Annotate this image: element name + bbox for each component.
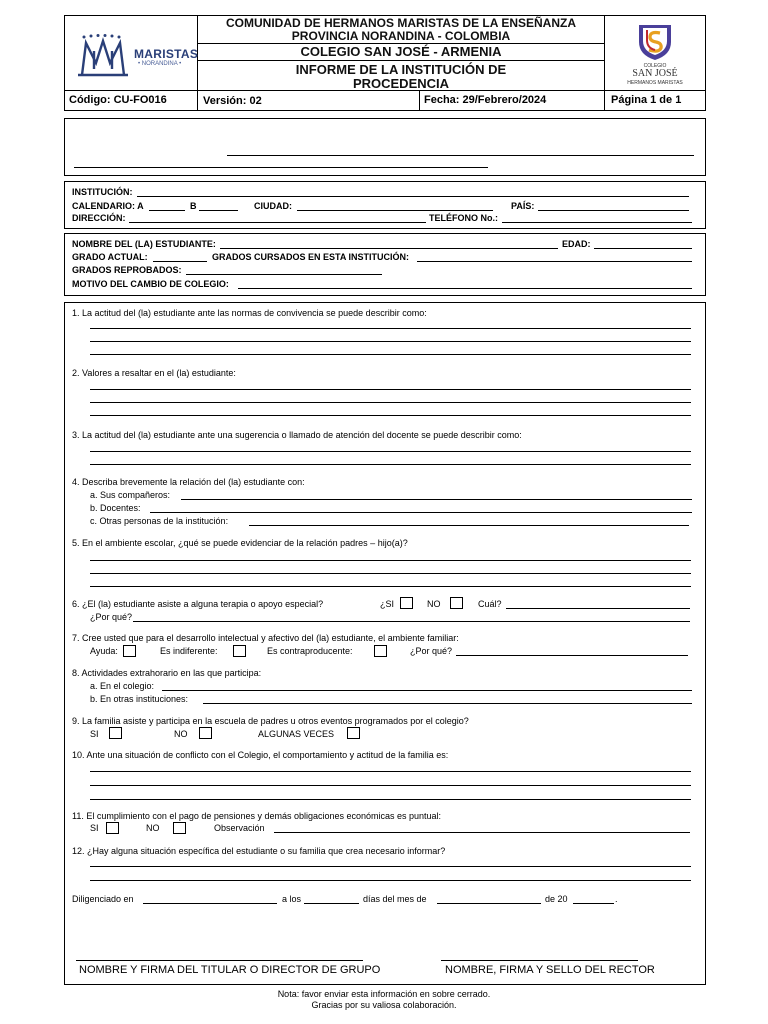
mes-field[interactable]: [437, 903, 541, 904]
form-title: INFORME DE LA INSTITUCIÓN DE: [295, 62, 507, 77]
q7-ayuda-label: Ayuda:: [90, 646, 118, 656]
header-school: COLEGIO SAN JOSÉ - ARMENIA: [300, 44, 502, 59]
calendario-label: CALENDARIO: A: [72, 201, 144, 211]
diligenciado-label: Diligenciado en: [72, 894, 134, 904]
question-2: 2. Valores a resaltar en el (la) estudiante:: [72, 368, 236, 378]
calendario-a-field[interactable]: [149, 210, 185, 211]
san-jose-logo-sub: HERMANOS MARISTAS: [627, 80, 683, 86]
answer-line[interactable]: [90, 560, 691, 561]
answer-line[interactable]: [90, 341, 691, 342]
maristas-emblem-icon: [74, 33, 132, 83]
question-8: 8. Actividades extrahorario en las que participa:: [72, 668, 262, 678]
answer-line[interactable]: [90, 354, 691, 355]
dias-mes-label: días del mes de: [363, 894, 427, 904]
q11-observacion-label: Observación: [214, 823, 265, 833]
answer-line[interactable]: [90, 785, 691, 786]
q7-porque-field[interactable]: [456, 655, 688, 656]
answer-line[interactable]: [90, 573, 691, 574]
san-jose-logo-name: SAN JOSÉ: [632, 68, 678, 79]
q6-cual-field[interactable]: [506, 608, 690, 609]
edad-field[interactable]: [594, 248, 692, 249]
q11-no-label: NO: [146, 823, 160, 833]
q11-no-checkbox[interactable]: [173, 822, 186, 834]
question-7: 7. Cree usted que para el desarrollo intelectual y afectivo del (la) estudiante, el ambiente familiar:: [72, 633, 459, 643]
date-period: .: [615, 894, 618, 904]
nombre-estudiante-label: NOMBRE DEL (LA) ESTUDIANTE:: [72, 239, 216, 249]
form-page: Página 1 de 1: [611, 94, 682, 106]
q7-indiferente-label: Es indiferente:: [160, 646, 218, 656]
answer-line[interactable]: [90, 389, 691, 390]
institucion-label: INSTITUCIÓN:: [72, 187, 133, 197]
answer-line[interactable]: [90, 771, 691, 772]
q6-porque-label: ¿Por qué?: [90, 612, 133, 622]
q7-contraproducente-label: Es contraproducente:: [267, 646, 353, 656]
answer-line[interactable]: [90, 402, 691, 403]
answer-line[interactable]: [90, 799, 691, 800]
rector-signature-line[interactable]: [441, 960, 638, 961]
question-4c: c. Otras personas de la institución:: [90, 516, 229, 526]
question-3: 3. La actitud del (la) estudiante ante una sugerencia o llamado de atención del docente se puede describir como:: [72, 430, 522, 440]
grado-actual-label: GRADO ACTUAL:: [72, 252, 148, 262]
question-4: 4. Describa brevemente la relación del (la) estudiante con:: [72, 477, 305, 487]
telefono-label: TELÉFONO No.:: [429, 213, 498, 223]
form-version: Versión: 02: [203, 95, 262, 107]
anio-field[interactable]: [573, 903, 614, 904]
addressee-line-1[interactable]: [227, 155, 694, 156]
q6-no-label: NO: [427, 599, 441, 609]
header-province: PROVINCIA NORANDINA - COLOMBIA: [291, 29, 511, 43]
nombre-estudiante-field[interactable]: [220, 248, 558, 249]
maristas-logo: [72, 29, 199, 87]
q7-ayuda-checkbox[interactable]: [123, 645, 136, 657]
q11-si-label: SI: [90, 823, 99, 833]
header-community: COMUNIDAD DE HERMANOS MARISTAS DE LA ENSEÑANZA: [225, 16, 576, 30]
motivo-label: MOTIVO DEL CAMBIO DE COLEGIO:: [72, 279, 229, 289]
maristas-logo-name: MARISTAS: [134, 47, 199, 61]
question-1: 1. La actitud del (la) estudiante ante las normas de convivencia se puede describir como:: [72, 308, 427, 318]
titular-signature-line[interactable]: [76, 960, 363, 961]
ciudad-field[interactable]: [297, 210, 493, 211]
form-code: Código: CU-FO016: [69, 94, 167, 106]
answer-line[interactable]: [90, 451, 691, 452]
answer-line[interactable]: [90, 866, 691, 867]
question-4b: b. Docentes:: [90, 503, 141, 513]
a-los-label: a los: [282, 894, 302, 904]
q4c-field[interactable]: [249, 525, 689, 526]
note-line-1: Nota: favor enviar esta información en sobre cerrado.: [277, 989, 491, 999]
grados-reprobados-field[interactable]: [186, 274, 382, 275]
q9-algunas-checkbox[interactable]: [347, 727, 360, 739]
q8b-field[interactable]: [203, 703, 692, 704]
motivo-field[interactable]: [238, 288, 692, 289]
q6-cual-label: Cuál?: [478, 599, 502, 609]
form-header: [64, 15, 706, 111]
question-5: 5. En el ambiente escolar, ¿qué se puede evidenciar de la relación padres – hijo(a)?: [72, 538, 408, 548]
telefono-field[interactable]: [502, 222, 692, 223]
answer-line[interactable]: [90, 464, 691, 465]
q9-si-label: SI: [90, 729, 99, 739]
q7-indiferente-checkbox[interactable]: [233, 645, 246, 657]
question-6: 6. ¿El (la) estudiante asiste a alguna terapia o apoyo especial?: [72, 599, 324, 609]
question-4a: a. Sus compañeros:: [90, 490, 171, 500]
form-date: Fecha: 29/Febrero/2024: [424, 94, 547, 106]
calendario-b-field[interactable]: [199, 210, 238, 211]
dias-field[interactable]: [304, 903, 359, 904]
de-20-label: de 20: [545, 894, 568, 904]
direccion-label: DIRECCIÓN:: [72, 213, 126, 223]
grados-reprobados-label: GRADOS REPROBADOS:: [72, 265, 182, 275]
grados-cursados-field[interactable]: [417, 261, 692, 262]
question-11: 11. El cumplimiento con el pago de pensiones y demás obligaciones económicas es puntual:: [72, 811, 442, 821]
answer-line[interactable]: [90, 586, 691, 587]
answer-line[interactable]: [90, 328, 691, 329]
note-line-2: Gracias por su valiosa colaboración.: [311, 1000, 457, 1010]
san-jose-logo-top: COLEGIO: [643, 63, 667, 69]
san-jose-shield-icon: [636, 22, 674, 62]
q9-si-checkbox[interactable]: [109, 727, 122, 739]
q7-contraproducente-checkbox[interactable]: [374, 645, 387, 657]
question-9: 9. La familia asiste y participa en la escuela de padres u otros eventos programados por el colegio?: [72, 716, 469, 726]
form-title-2: PROCEDENCIA: [352, 76, 450, 91]
q6-porque-field[interactable]: [133, 621, 690, 622]
question-8b: b. En otras instituciones:: [90, 694, 189, 704]
diligenciado-field[interactable]: [143, 903, 277, 904]
q7-porque-label: ¿Por qué?: [410, 646, 453, 656]
grado-actual-field[interactable]: [153, 261, 207, 262]
q9-no-checkbox[interactable]: [199, 727, 212, 739]
q4a-field[interactable]: [181, 499, 692, 500]
question-12: 12. ¿Hay alguna situación específica del estudiante o su familia que crea necesario informar?: [72, 846, 446, 856]
rector-signature-label: NOMBRE, FIRMA Y SELLO DEL RECTOR: [445, 964, 655, 976]
q6-si-checkbox[interactable]: [400, 597, 413, 609]
q8a-field[interactable]: [162, 690, 692, 691]
q6-no-checkbox[interactable]: [450, 597, 463, 609]
answer-line[interactable]: [90, 880, 691, 881]
question-8a: a. En el colegio:: [90, 681, 155, 691]
grados-cursados-label: GRADOS CURSADOS EN ESTA INSTITUCIÓN:: [212, 252, 410, 262]
pais-label: PAÍS:: [511, 201, 535, 211]
q9-no-label: NO: [174, 729, 188, 739]
question-10: 10. Ante una situación de conflicto con el Colegio, el comportamiento y actitud de la familia es:: [72, 750, 449, 760]
addressee-line-2[interactable]: [74, 167, 488, 168]
q4b-field[interactable]: [150, 512, 692, 513]
q11-observacion-field[interactable]: [274, 832, 690, 833]
q6-si-label: ¿SI: [380, 599, 395, 609]
san-jose-logo: [605, 16, 705, 90]
q9-algunas-label: ALGUNAS VECES: [258, 729, 335, 739]
direccion-field[interactable]: [129, 222, 426, 223]
edad-label: EDAD:: [562, 239, 591, 249]
maristas-logo-sub: • NORANDINA •: [138, 61, 182, 67]
q11-si-checkbox[interactable]: [106, 822, 119, 834]
ciudad-label: CIUDAD:: [254, 201, 292, 211]
institucion-field[interactable]: [137, 196, 689, 197]
pais-field[interactable]: [538, 210, 689, 211]
answer-line[interactable]: [90, 415, 691, 416]
calendario-b-label: B: [190, 201, 197, 211]
titular-signature-label: NOMBRE Y FIRMA DEL TITULAR O DIRECTOR DE GRUPO: [79, 964, 381, 976]
